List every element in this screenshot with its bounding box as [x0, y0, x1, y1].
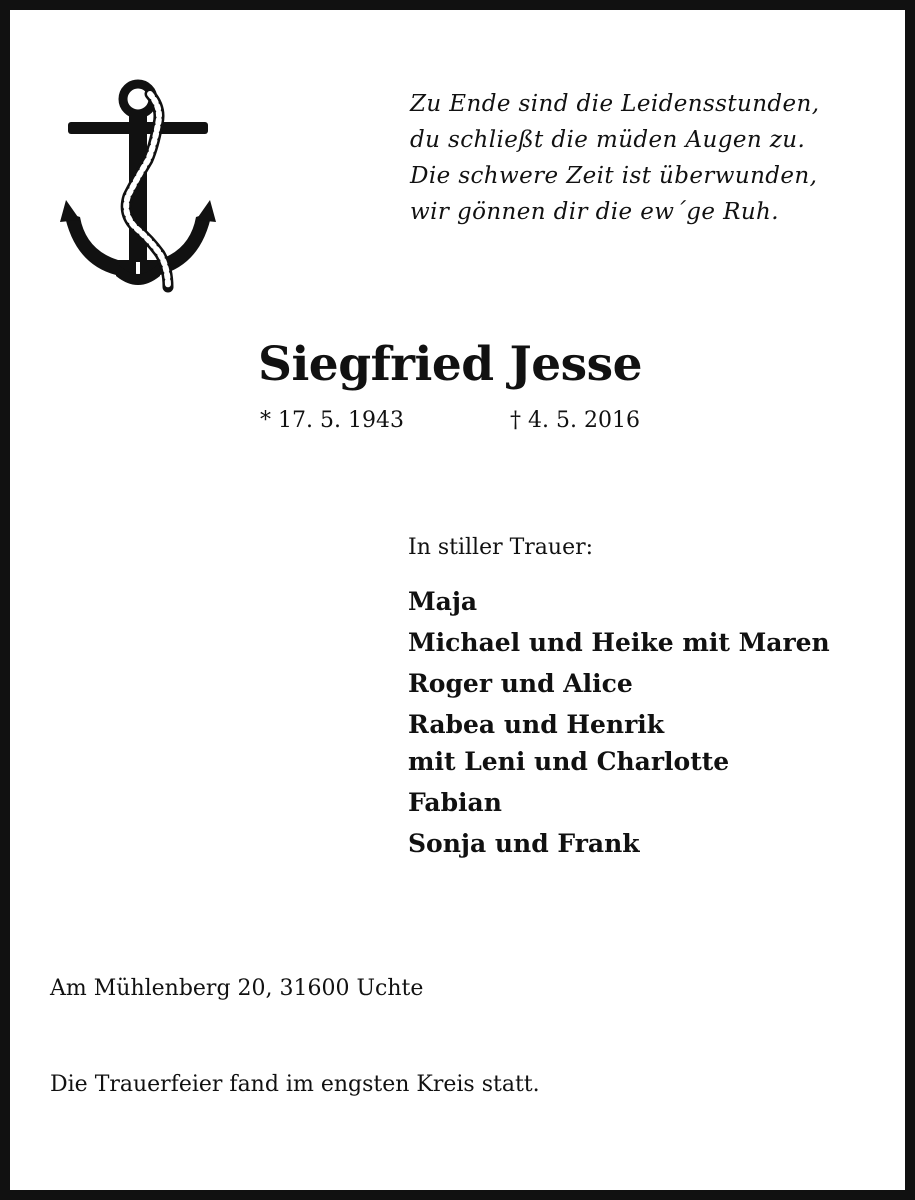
poem-line: Die schwere Zeit ist überwunden, [410, 163, 818, 189]
birth-date: * 17. 5. 1943 [260, 408, 404, 433]
address: Am Mühlenberg 20, 31600 Uchte [50, 976, 424, 1001]
mourner-line: Michael und Heike mit Maren [408, 628, 830, 657]
deceased-name: Siegfried Jesse [258, 337, 642, 392]
mourner-line: Sonja und Frank [408, 829, 640, 858]
mourner-line: Roger und Alice [408, 669, 633, 698]
mourners-list [408, 583, 888, 866]
funeral-notice: Die Trauerfeier fand im engsten Kreis statt. [50, 1072, 540, 1097]
mourner-line: Rabea und Henrik [408, 710, 665, 739]
anchor-icon [58, 72, 218, 297]
mourner-line: Fabian [408, 788, 502, 817]
poem-line: du schließt die müden Augen zu. [410, 127, 806, 153]
mourner-line: mit Leni und Charlotte [408, 747, 730, 776]
mourner-line: Maja [408, 587, 478, 616]
mourner-entry [408, 825, 888, 862]
mourner-entry [408, 706, 888, 780]
mourner-entry [408, 665, 888, 702]
memorial-poem [410, 86, 880, 230]
poem-line: Zu Ende sind die Leidensstunden, [410, 91, 820, 117]
mourner-entry [408, 624, 888, 661]
mourning-label: In stiller Trauer: [408, 535, 594, 560]
death-date: † 4. 5. 2016 [510, 408, 640, 433]
mourner-entry [408, 583, 888, 620]
poem-line: wir gönnen dir die ew´ge Ruh. [410, 199, 779, 225]
mourner-entry [408, 784, 888, 821]
